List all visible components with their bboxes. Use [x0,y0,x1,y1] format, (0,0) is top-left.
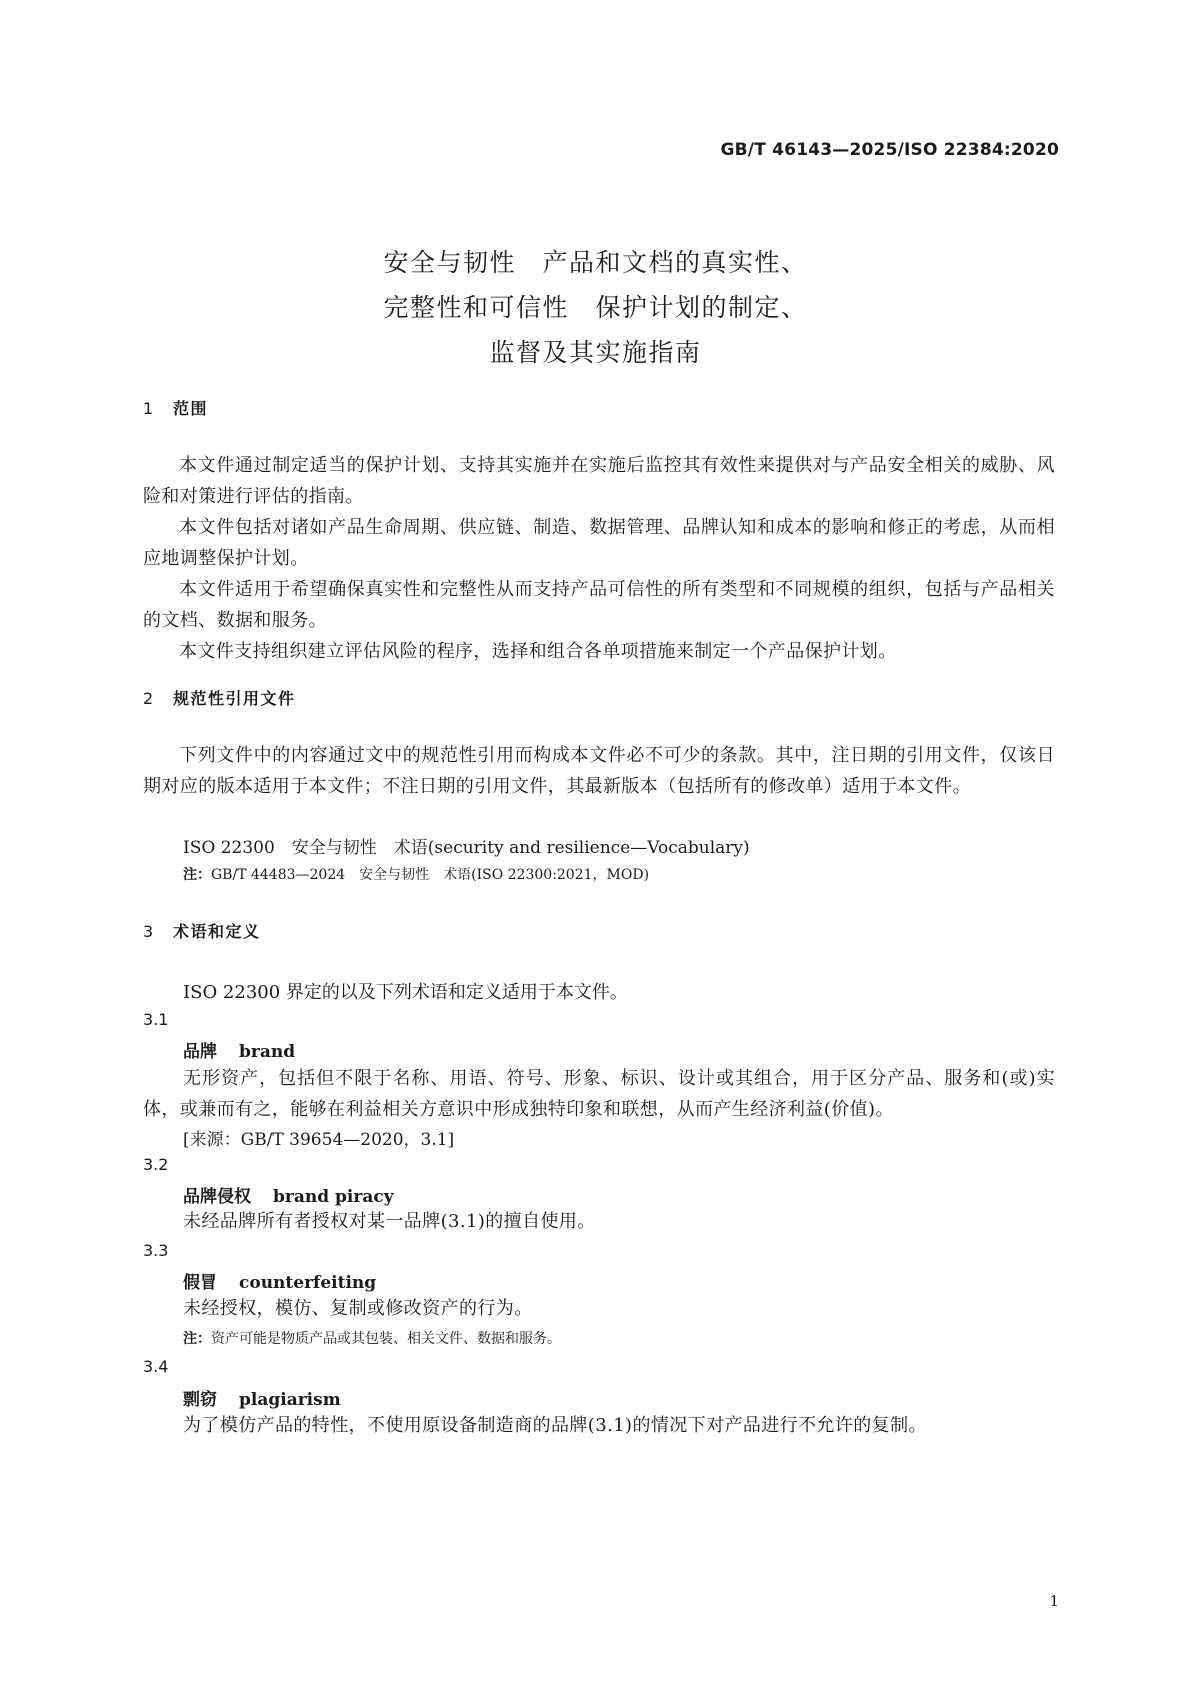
section-heading-terms [143,919,261,942]
term-source: [来源：GB/T 39654—2020，3.1] [183,1130,455,1150]
paragraph: 本文件适用于希望确保真实性和完整性从而支持产品可信性的所有类型和不同规模的组织，包括与产品相关的文档、数据和服务。 [143,579,1055,631]
section-title: 范围 [173,399,209,418]
section-title: 规范性引用文件 [173,689,296,708]
note-label: 注： [183,867,211,883]
term-definition: 未经授权，模仿、复制或修改资产的行为。 [183,1298,533,1319]
note [183,864,649,884]
section-number: 2 [143,689,155,708]
page-number: 1 [1049,1592,1059,1610]
term-zh: 品牌 [183,1042,217,1062]
terms-intro: ISO 22300 界定的以及下列术语和定义适用于本文件。 [183,982,628,1003]
note-text: GB/T 44483—2024 安全与韧性 术语(ISO 22300:2021，MOD) [211,867,650,883]
section-number: 1 [143,399,155,418]
term-zh: 假冒 [183,1273,217,1293]
paragraph: 本文件包括对诸如产品生命周期、供应链、制造、数据管理、品牌认知和成本的影响和修正的考虑，从而相应地调整保护计划。 [143,517,1055,569]
term-en: brand piracy [273,1187,394,1207]
term-name [183,1037,295,1062]
term-number: 3.3 [143,1241,169,1260]
term-number: 3.2 [143,1155,169,1174]
title-line: 安全与韧性 产品和文档的真实性、 [383,248,808,277]
note-text: 资产可能是物质产品或其包装、相关文件、数据和服务。 [211,1331,561,1347]
paragraph: 本文件通过制定适当的保护计划、支持其实施并在实施后监控其有效性来提供对与产品安全相关的威胁、风险和对策进行评估的指南。 [143,455,1055,507]
term-zh: 剽窃 [183,1390,217,1410]
title-line: 完整性和可信性 保护计划的制定、 [383,293,808,322]
term-zh: 品牌侵权 [183,1187,251,1207]
term-definition [143,1063,1055,1125]
term-name [183,1182,394,1207]
note [183,1328,561,1348]
section-heading-scope [143,396,208,419]
reference-item: ISO 22300 安全与韧性 术语(security and resilience—Vocabulary) [183,838,750,858]
section-number: 3 [143,922,155,941]
section-heading-normative-references [143,686,296,709]
term-en: brand [239,1042,296,1062]
definition-text: 无形资产，包括但不限于名称、用语、符号、形象、标识、设计或其组合，用于区分产品、服务和(或)实体，或兼而有之，能够在利益相关方意识中形成独特印象和联想，从而产生经济利益(价值)。 [143,1068,1055,1120]
term-number: 3.1 [143,1010,169,1029]
document-title [0,240,1191,375]
paragraph: 下列文件中的内容通过文中的规范性引用而构成本文件必不可少的条款。其中，注日期的引用文件，仅该日期对应的版本适用于本文件；不注日期的引用文件，其最新版本（包括所有的修改单）适用于本文件。 [143,745,1055,797]
paragraph: 本文件支持组织建立评估风险的程序，选择和组合各单项措施来制定一个产品保护计划。 [179,641,897,662]
references-body [143,740,1055,802]
term-en: counterfeiting [239,1273,377,1293]
term-number: 3.4 [143,1357,169,1376]
term-name [183,1385,341,1410]
section-title: 术语和定义 [173,922,261,941]
title-line: 监督及其实施指南 [489,338,702,367]
term-definition: 未经品牌所有者授权对某一品牌(3.1)的擅自使用。 [183,1211,596,1232]
note-label: 注： [183,1331,211,1347]
term-en: plagiarism [239,1390,341,1410]
standard-code: GB/T 46143—2025/ISO 22384:2020 [720,140,1059,160]
term-definition: 为了模仿产品的特性，不使用原设备制造商的品牌(3.1)的情况下对产品进行不允许的复制。 [183,1415,927,1436]
scope-body [143,450,1055,667]
term-name [183,1268,376,1293]
